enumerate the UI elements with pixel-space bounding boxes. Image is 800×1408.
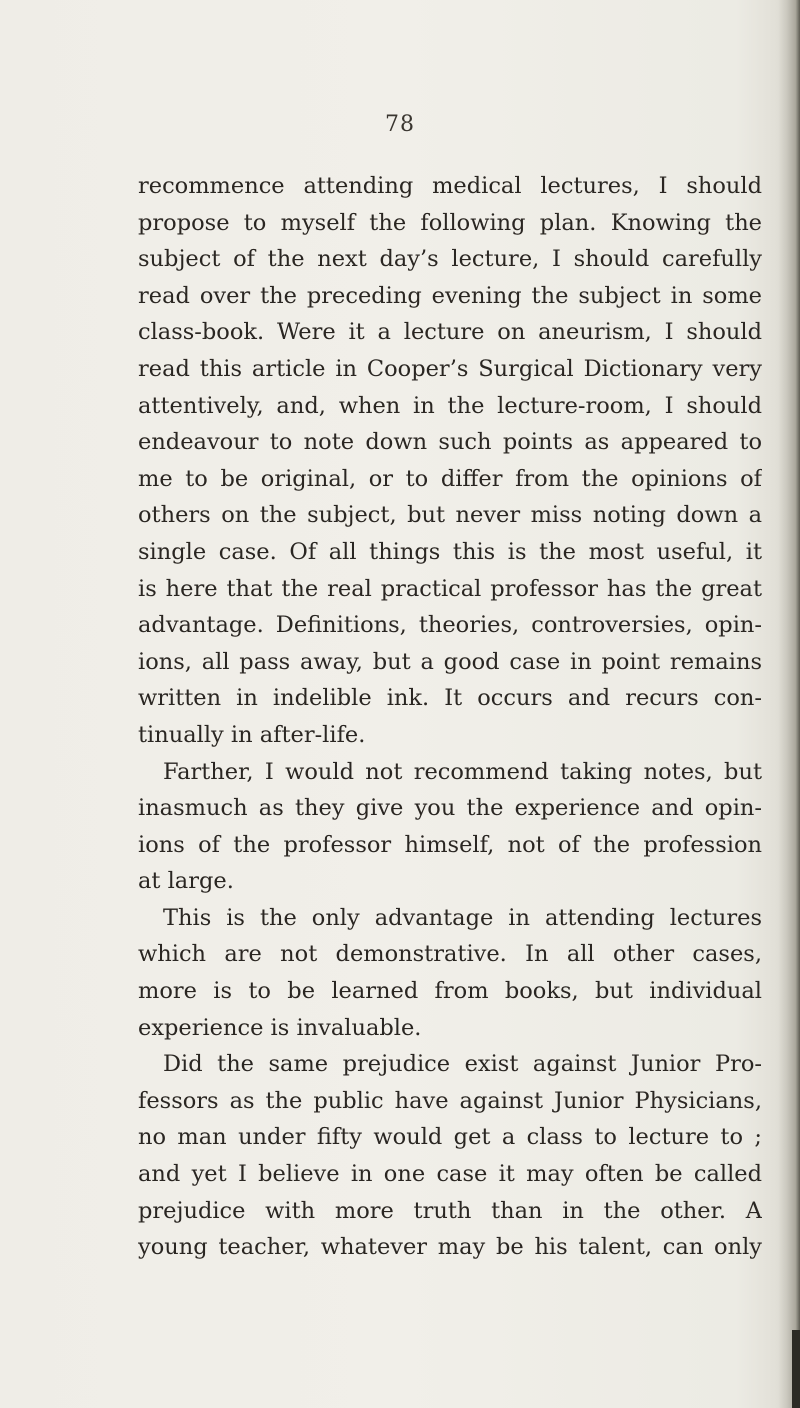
text-line: is here that the real practical professor has the great <box>138 575 762 602</box>
text-line: endeavour to note down such points as appeared to <box>138 429 762 456</box>
text-line: ions, all pass away, but a good case in point remains <box>138 648 762 675</box>
text-line: Farther, I would not recommend taking notes, but <box>163 758 762 785</box>
text-line: fessors as the public have against Junior Physicians, <box>138 1087 762 1114</box>
text-line: which are not demonstrative. In all other cases, <box>138 941 762 968</box>
text-line: experience is invaluable. <box>138 1014 422 1041</box>
text-line: read this article in Cooper’s Surgical Dictionary very <box>138 355 762 382</box>
text-line: me to be original, or to differ from the opinions of <box>138 465 762 492</box>
text-line: Did the same prejudice exist against Junior Pro- <box>163 1051 762 1078</box>
text-line: inasmuch as they give you the experience and opin- <box>138 795 762 822</box>
text-line: single case. Of all things this is the most useful, it <box>138 538 762 565</box>
text-line: at large. <box>138 868 234 895</box>
text-line: recommence attending medical lectures, I should <box>138 173 762 199</box>
text-line: written in indelible ink. It occurs and recurs con- <box>138 685 762 712</box>
page-number: 78 <box>385 112 415 137</box>
text-line: prejudice with more truth than in the other. A <box>138 1197 762 1224</box>
text-line: ions of the professor himself, not of the profession <box>138 831 762 858</box>
text-line: and yet I believe in one case it may often be called <box>138 1161 762 1188</box>
text-line: attentively, and, when in the lecture-room, I should <box>138 392 762 419</box>
text-line: class-book. Were it a lecture on aneurism, I should <box>138 319 762 346</box>
text-line: more is to be learned from books, but individual <box>138 978 762 1005</box>
text-line: advantage. Definitions, theories, controversies, opin- <box>138 612 762 639</box>
page-edge-dark <box>792 1330 800 1408</box>
text-line: propose to myself the following plan. Knowing the <box>138 209 762 236</box>
text-line: others on the subject, but never miss noting down a <box>138 502 762 529</box>
text-line: no man under fifty would get a class to lecture to ; <box>138 1124 762 1151</box>
text-line: read over the preceding evening the subject in some <box>138 282 762 309</box>
text-line: tinually in after-life. <box>138 721 366 748</box>
text-line: This is the only advantage in attending lectures <box>163 904 762 931</box>
text-line: subject of the next day’s lecture, I should carefully <box>138 246 762 273</box>
text-line: young teacher, whatever may be his talent, can only <box>138 1234 762 1261</box>
page-edge-shadow <box>778 0 800 1408</box>
body-text <box>138 168 762 1266</box>
